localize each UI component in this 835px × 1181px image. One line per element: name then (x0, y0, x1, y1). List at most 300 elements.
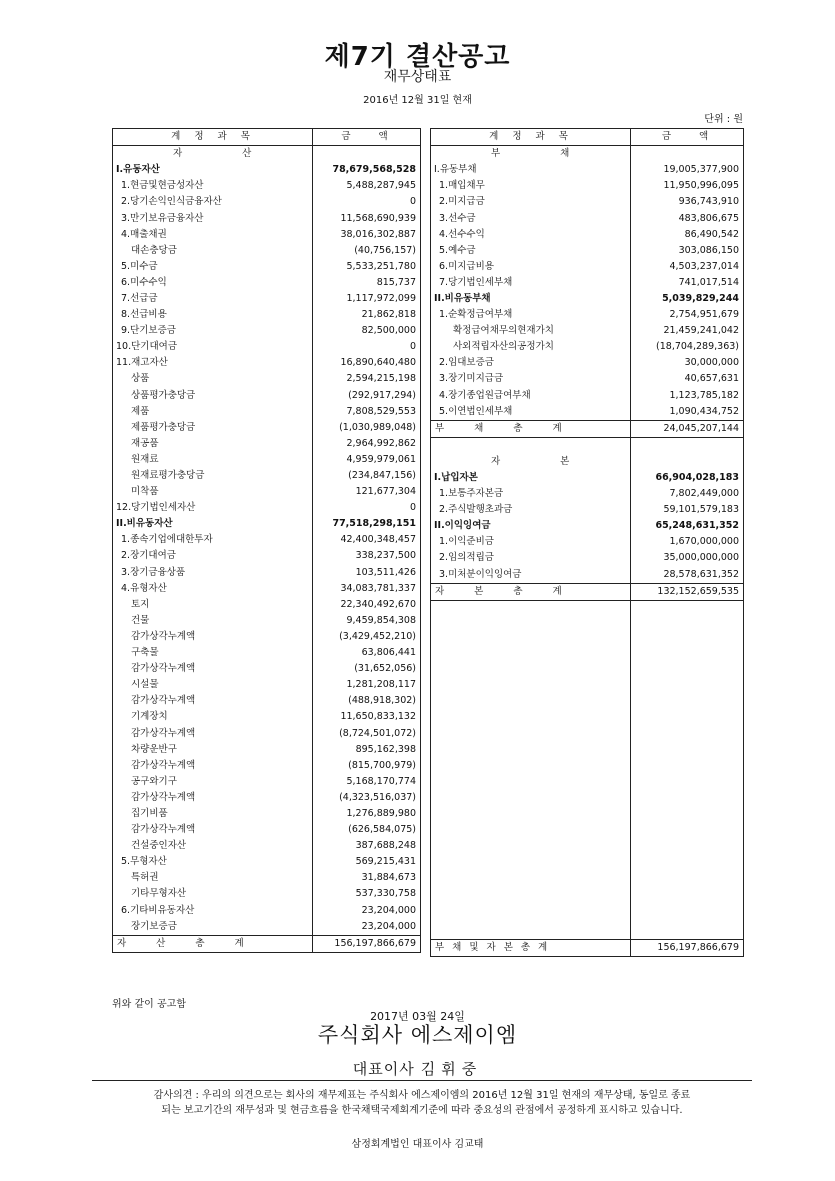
empty-cell (431, 746, 631, 762)
account-label: 6.미수수익 (113, 275, 313, 291)
empty-cell (631, 762, 744, 778)
empty-cell (631, 778, 744, 794)
empty-cell (431, 890, 631, 906)
account-amount: 9,459,854,308 (313, 613, 421, 629)
account-label: 기타무형자산 (113, 886, 313, 902)
account-label: 상품평가충당금 (113, 388, 313, 404)
empty-cell (631, 923, 744, 940)
page-title: 제7기 결산공고 (324, 42, 511, 72)
empty-cell (431, 665, 631, 681)
empty-cell (431, 729, 631, 745)
table-row (431, 550, 744, 566)
empty-cell (631, 729, 744, 745)
table-row (431, 437, 744, 454)
table-row (113, 323, 421, 339)
account-amount: 34,083,781,337 (313, 581, 421, 597)
table-row (431, 404, 744, 421)
table-row (431, 259, 744, 275)
empty-cell (431, 907, 631, 923)
table-row (431, 617, 744, 633)
table-row (113, 565, 421, 581)
account-label: 공구와기구 (113, 774, 313, 790)
account-label: 10.단기대여금 (113, 339, 313, 355)
account-amount: 303,086,150 (631, 243, 744, 259)
empty-cell (631, 746, 744, 762)
empty-cell (631, 826, 744, 842)
table-row (113, 613, 421, 629)
table-row (431, 842, 744, 858)
account-label: 4.장기종업원급여부채 (431, 388, 631, 404)
ceo-name: 김휘중 (420, 1060, 483, 1078)
table-row (113, 259, 421, 275)
account-label: 구축물 (113, 645, 313, 661)
account-label: 3.만기보유금융자산 (113, 210, 313, 226)
account-amount: 0 (313, 500, 421, 516)
account-label: 1.현금및현금성자산 (113, 178, 313, 194)
account-amount: 1,281,208,117 (313, 677, 421, 693)
account-amount: 895,162,398 (313, 742, 421, 758)
account-amount: 741,017,514 (631, 275, 744, 291)
table-row (431, 729, 744, 745)
empty-cell (431, 681, 631, 697)
account-label: 건설중인자산 (113, 838, 313, 854)
empty-cell (431, 778, 631, 794)
table-row (113, 291, 421, 307)
table-row (431, 697, 744, 713)
account-amount: (488,918,302) (313, 693, 421, 709)
account-label: 7.선급금 (113, 291, 313, 307)
table-row (113, 597, 421, 613)
account-label: 2.장기대여금 (113, 548, 313, 564)
empty-cell (631, 713, 744, 729)
account-amount (631, 146, 744, 163)
table-row (113, 243, 421, 259)
account-amount: 28,578,631,352 (631, 567, 744, 584)
announcement-note: 위와 같이 공고함 (112, 999, 186, 1010)
account-amount: 59,101,579,183 (631, 502, 744, 518)
table-row (431, 371, 744, 387)
table-row (113, 404, 421, 420)
ceo-line (0, 1058, 835, 1079)
account-amount (631, 437, 744, 454)
account-label: 감가상각누계액 (113, 693, 313, 709)
account-amount: 7,808,529,553 (313, 404, 421, 420)
account-label: 5.무형자산 (113, 854, 313, 870)
account-label: 집기비품 (113, 806, 313, 822)
total-row (113, 935, 421, 952)
account-amount: (4,323,516,037) (313, 790, 421, 806)
account-label: 재공품 (113, 436, 313, 452)
account-amount: 63,806,441 (313, 645, 421, 661)
account-label: 4.선수수익 (431, 227, 631, 243)
ceo-title: 대표이사 (352, 1060, 415, 1078)
statement-subtitle: 재무상태표 (383, 69, 452, 85)
table-row (431, 275, 744, 291)
account-label: 1.보통주자본금 (431, 486, 631, 502)
statement-date: 2016년 12월 31일 현재 (363, 95, 472, 106)
table-row (431, 794, 744, 810)
empty-cell (631, 794, 744, 810)
account-label: 시설물 (113, 677, 313, 693)
table-row (431, 355, 744, 371)
table-row (431, 746, 744, 762)
account-amount: 40,657,631 (631, 371, 744, 387)
table-row (113, 758, 421, 774)
empty-cell (431, 810, 631, 826)
table-row (113, 919, 421, 936)
empty-cell (631, 665, 744, 681)
account-amount: (234,847,156) (313, 468, 421, 484)
account-amount: (292,917,294) (313, 388, 421, 404)
account-amount: 65,248,631,352 (631, 518, 744, 534)
table-row (431, 649, 744, 665)
table-row (431, 307, 744, 323)
table-row (431, 454, 744, 470)
total-amount: 156,197,866,679 (313, 935, 421, 952)
account-amount (313, 146, 421, 163)
table-row (113, 790, 421, 806)
account-label: 5.이연법인세부채 (431, 404, 631, 421)
account-amount: 103,511,426 (313, 565, 421, 581)
account-label: 확정급여채무의현재가치 (431, 323, 631, 339)
account-label: 5.미수금 (113, 259, 313, 275)
account-amount: (815,700,979) (313, 758, 421, 774)
empty-cell (631, 874, 744, 890)
account-amount: 21,459,241,042 (631, 323, 744, 339)
table-row (431, 874, 744, 890)
empty-cell (431, 649, 631, 665)
table-row (113, 339, 421, 355)
account-label: 건물 (113, 613, 313, 629)
table-row (431, 470, 744, 486)
account-label: 4.유형자산 (113, 581, 313, 597)
account-amount: 86,490,542 (631, 227, 744, 243)
table-row (431, 713, 744, 729)
table-row (431, 826, 744, 842)
account-label: 1.매입채무 (431, 178, 631, 194)
account-label: II.비유동자산 (113, 516, 313, 532)
account-amount: 11,568,690,939 (313, 210, 421, 226)
account-label: II.이익잉여금 (431, 518, 631, 534)
account-amount: 11,950,996,095 (631, 178, 744, 194)
account-amount: 338,237,500 (313, 548, 421, 564)
audit-opinion-line: 감사의견 : 우리의 의견으로는 회사의 재무제표는 주식회사 에스제이엠의 2016년 12월 31일 현재의 재무상태, 동일로 종료 (153, 1090, 691, 1101)
account-label: 차량운반구 (113, 742, 313, 758)
account-label: 3.장기금융상품 (113, 565, 313, 581)
account-amount: 21,862,818 (313, 307, 421, 323)
table-row (113, 194, 421, 210)
account-amount: 31,884,673 (313, 870, 421, 886)
liabilities-equity-table (430, 128, 744, 957)
table-row (113, 532, 421, 548)
section-heading: 부채 (431, 146, 631, 163)
table-row (431, 178, 744, 194)
table-row (431, 890, 744, 906)
total-row (431, 583, 744, 600)
table-row (113, 484, 421, 500)
audit-opinion (92, 1088, 752, 1118)
empty-cell (431, 874, 631, 890)
account-label: 3.미처분이익잉여금 (431, 567, 631, 584)
table-row (113, 371, 421, 387)
account-label: 2.당기손익인식금융자산 (113, 194, 313, 210)
table-row (431, 388, 744, 404)
table-row (113, 420, 421, 436)
publish-date: 2017년 03월 24일 (370, 1010, 465, 1023)
account-amount: 11,650,833,132 (313, 709, 421, 725)
table-row (431, 600, 744, 617)
total-row (431, 420, 744, 437)
table-row (113, 581, 421, 597)
table-row (113, 227, 421, 243)
account-amount: 2,754,951,679 (631, 307, 744, 323)
empty-cell (431, 923, 631, 940)
empty-cell (431, 600, 631, 617)
empty-cell (631, 681, 744, 697)
account-label: 2.미지급금 (431, 194, 631, 210)
account-label: 3.장기미지급금 (431, 371, 631, 387)
table-row (113, 838, 421, 854)
account-amount: 77,518,298,151 (313, 516, 421, 532)
account-label: 8.선급비용 (113, 307, 313, 323)
table-row (113, 548, 421, 564)
account-amount: 1,123,785,182 (631, 388, 744, 404)
account-amount: 1,117,972,099 (313, 291, 421, 307)
table-row (431, 858, 744, 874)
empty-cell (631, 649, 744, 665)
total-label: 자산총계 (113, 935, 313, 952)
table-row (113, 854, 421, 870)
account-amount: 19,005,377,900 (631, 162, 744, 178)
grand-total-row (431, 939, 744, 956)
table-row (113, 162, 421, 178)
account-amount: 23,204,000 (313, 903, 421, 919)
account-amount: 5,488,287,945 (313, 178, 421, 194)
empty-cell (631, 617, 744, 633)
account-amount: 30,000,000 (631, 355, 744, 371)
empty-cell (431, 762, 631, 778)
account-amount (631, 454, 744, 470)
table-row (431, 502, 744, 518)
empty-cell (631, 600, 744, 617)
right-account-header: 계정과목 (431, 129, 631, 146)
account-amount: 38,016,302,887 (313, 227, 421, 243)
account-label: 4.매출채권 (113, 227, 313, 243)
account-amount: 42,400,348,457 (313, 532, 421, 548)
empty-cell (431, 633, 631, 649)
account-amount: 1,090,434,752 (631, 404, 744, 421)
table-row (113, 677, 421, 693)
account-amount: (626,584,075) (313, 822, 421, 838)
table-row (113, 500, 421, 516)
empty-cell (631, 842, 744, 858)
table-row (113, 742, 421, 758)
empty-cell (631, 810, 744, 826)
account-label: 9.단기보증금 (113, 323, 313, 339)
table-row (113, 822, 421, 838)
account-amount: 78,679,568,528 (313, 162, 421, 178)
section-heading: 자산 (113, 146, 313, 163)
audit-opinion-line: 되는 보고기간의 재무성과 및 현금흐름을 한국채택국제회계기준에 따라 중요성의 관점에서 공정하게 표시하고 있습니다. (161, 1105, 683, 1116)
table-row (113, 516, 421, 532)
account-amount: 815,737 (313, 275, 421, 291)
table-row (113, 355, 421, 371)
account-label: I.유동부채 (431, 162, 631, 178)
table-row (113, 903, 421, 919)
account-amount: 121,677,304 (313, 484, 421, 500)
table-row (431, 323, 744, 339)
account-amount: 4,959,979,061 (313, 452, 421, 468)
table-row (431, 633, 744, 649)
grand-total-label: 부채및자본총계 (431, 939, 631, 956)
account-label (431, 437, 631, 454)
account-amount: (31,652,056) (313, 661, 421, 677)
account-label: I.유동자산 (113, 162, 313, 178)
account-amount: 5,168,170,774 (313, 774, 421, 790)
table-row (113, 774, 421, 790)
account-label: 제품 (113, 404, 313, 420)
account-label: II.비유동부채 (431, 291, 631, 307)
empty-cell (431, 794, 631, 810)
table-row (431, 665, 744, 681)
table-row (431, 567, 744, 584)
account-label: 상품 (113, 371, 313, 387)
account-label: 1.이익준비금 (431, 534, 631, 550)
empty-cell (631, 633, 744, 649)
table-row (113, 210, 421, 226)
account-amount: 35,000,000,000 (631, 550, 744, 566)
account-label: 장기보증금 (113, 919, 313, 936)
empty-cell (431, 617, 631, 633)
table-row (431, 681, 744, 697)
grand-total-amount: 156,197,866,679 (631, 939, 744, 956)
table-row (113, 452, 421, 468)
unit-label: 단위 : 원 (704, 114, 743, 125)
account-amount: 23,204,000 (313, 919, 421, 936)
total-amount: 132,152,659,535 (631, 583, 744, 600)
company-name: 주식회사 에스제이엠 (317, 1023, 518, 1047)
account-label: 6.기타비유동자산 (113, 903, 313, 919)
table-row (113, 307, 421, 323)
account-label: 감가상각누계액 (113, 758, 313, 774)
account-amount: 2,594,215,198 (313, 371, 421, 387)
account-amount: 5,039,829,244 (631, 291, 744, 307)
account-amount: (3,429,452,210) (313, 629, 421, 645)
account-label: 감가상각누계액 (113, 725, 313, 741)
table-row (113, 146, 421, 163)
section-heading: 자본 (431, 454, 631, 470)
account-label: 1.순확정급여부채 (431, 307, 631, 323)
account-label: 3.선수금 (431, 210, 631, 226)
empty-cell (431, 697, 631, 713)
table-row (113, 709, 421, 725)
account-amount: (40,756,157) (313, 243, 421, 259)
table-row (113, 468, 421, 484)
total-amount: 24,045,207,144 (631, 420, 744, 437)
table-row (431, 810, 744, 826)
account-amount: 22,340,492,670 (313, 597, 421, 613)
account-label: 7.당기법인세부채 (431, 275, 631, 291)
total-label: 자본총계 (431, 583, 631, 600)
table-row (431, 339, 744, 355)
table-row (431, 907, 744, 923)
account-label: 감가상각누계액 (113, 822, 313, 838)
left-amount-header: 금액 (313, 129, 421, 146)
table-row (431, 534, 744, 550)
right-amount-header: 금액 (631, 129, 744, 146)
empty-cell (631, 858, 744, 874)
table-row (113, 629, 421, 645)
account-amount: 1,276,889,980 (313, 806, 421, 822)
left-account-header: 계정과목 (113, 129, 313, 146)
account-label: 감가상각누계액 (113, 629, 313, 645)
account-amount: 0 (313, 194, 421, 210)
table-row (431, 486, 744, 502)
account-amount: 1,670,000,000 (631, 534, 744, 550)
empty-cell (431, 826, 631, 842)
account-amount: 387,688,248 (313, 838, 421, 854)
empty-cell (631, 697, 744, 713)
account-label: 기계장치 (113, 709, 313, 725)
account-amount: 936,743,910 (631, 194, 744, 210)
assets-table (112, 128, 421, 953)
account-amount: 82,500,000 (313, 323, 421, 339)
account-label: 특허권 (113, 870, 313, 886)
divider (92, 1080, 752, 1081)
account-amount: 569,215,431 (313, 854, 421, 870)
account-label: 감가상각누계액 (113, 790, 313, 806)
account-amount: 16,890,640,480 (313, 355, 421, 371)
account-amount: (1,030,989,048) (313, 420, 421, 436)
account-label: 6.미지급비용 (431, 259, 631, 275)
account-amount: 66,904,028,183 (631, 470, 744, 486)
table-row (113, 436, 421, 452)
account-label: 2.임의적립금 (431, 550, 631, 566)
empty-cell (431, 842, 631, 858)
table-row (113, 693, 421, 709)
account-amount: 4,503,237,014 (631, 259, 744, 275)
table-row (431, 923, 744, 940)
account-label: 토지 (113, 597, 313, 613)
account-amount: 483,806,675 (631, 210, 744, 226)
table-row (113, 806, 421, 822)
account-label: 12.당기법인세자산 (113, 500, 313, 516)
table-row (113, 178, 421, 194)
account-label: 미착품 (113, 484, 313, 500)
account-amount: 2,964,992,862 (313, 436, 421, 452)
empty-cell (431, 713, 631, 729)
account-label: 2.임대보증금 (431, 355, 631, 371)
table-row (431, 291, 744, 307)
table-row (431, 162, 744, 178)
table-row (431, 210, 744, 226)
account-label: 5.예수금 (431, 243, 631, 259)
table-row (113, 388, 421, 404)
account-label: 원재료 (113, 452, 313, 468)
empty-cell (431, 858, 631, 874)
table-row (431, 762, 744, 778)
table-row (113, 725, 421, 741)
account-amount: (18,704,289,363) (631, 339, 744, 355)
account-label: 2.주식발행초과금 (431, 502, 631, 518)
table-row (113, 886, 421, 902)
table-row (431, 778, 744, 794)
table-row (113, 275, 421, 291)
account-label: 11.재고자산 (113, 355, 313, 371)
table-row (431, 194, 744, 210)
account-amount: 7,802,449,000 (631, 486, 744, 502)
table-row (431, 227, 744, 243)
